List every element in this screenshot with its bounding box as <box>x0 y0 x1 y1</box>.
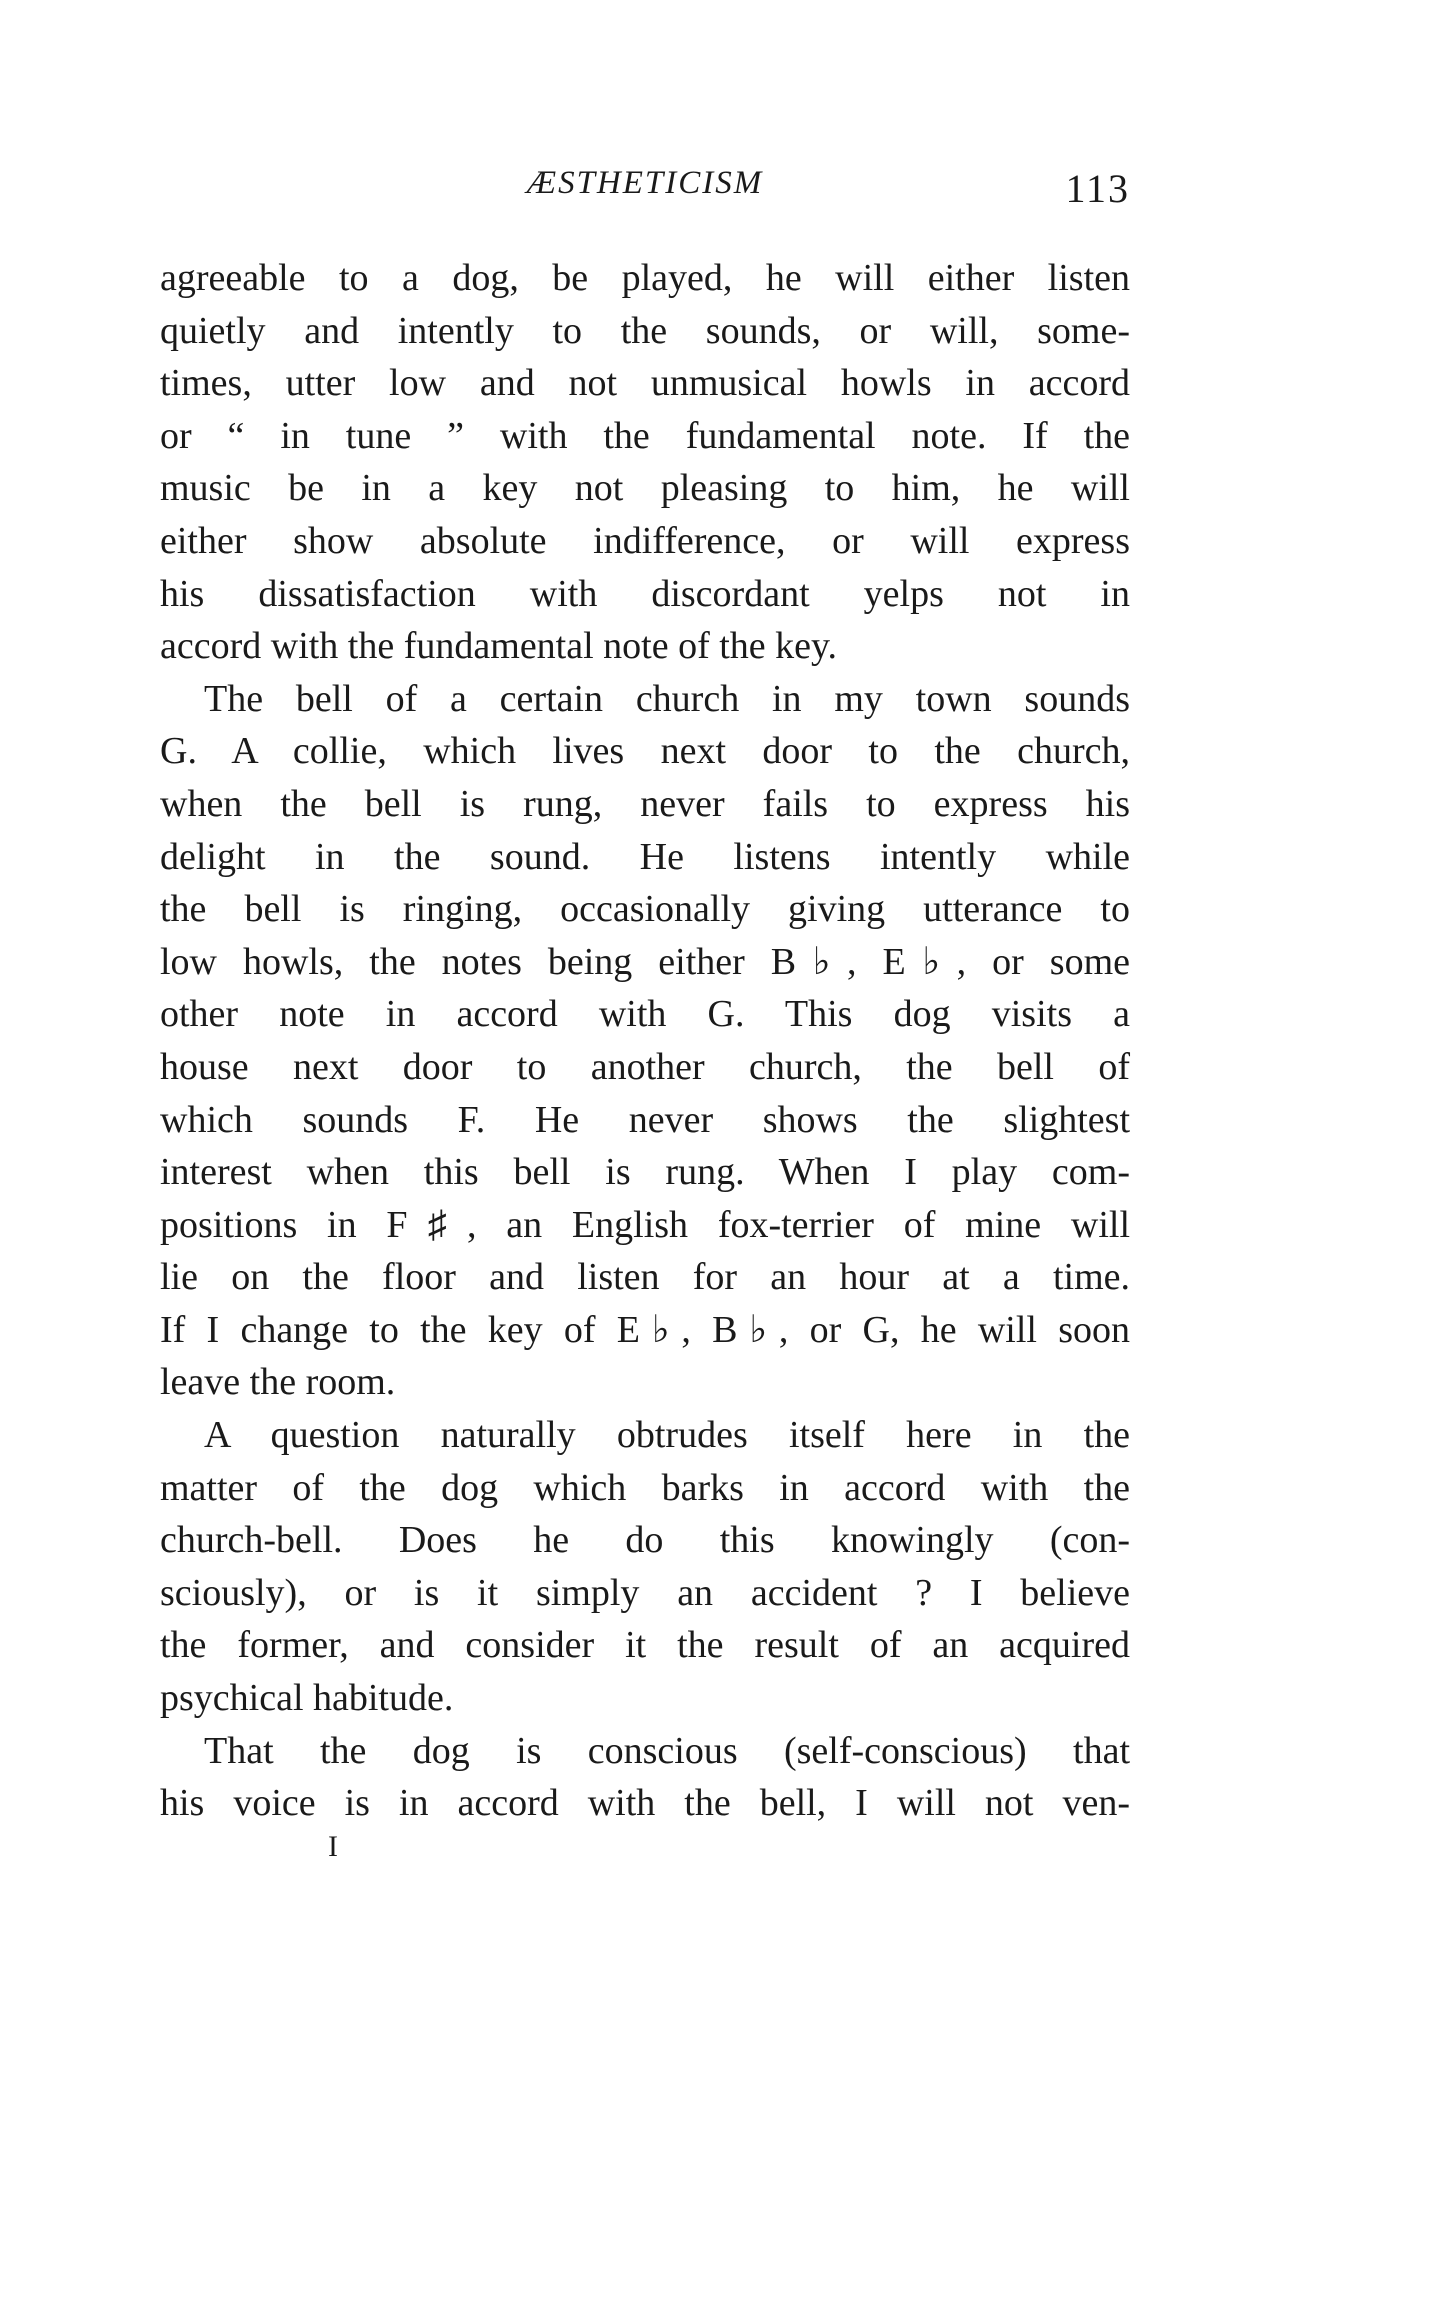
text-line: quietly and intently to the sounds, or will, some- <box>160 309 1130 352</box>
text-line: interest when this bell is rung. When I play com- <box>160 1151 1130 1194</box>
text-line: church-bell. Does he do this knowingly (con- <box>160 1519 1130 1562</box>
running-head-title: ÆSTHETICISM <box>526 165 764 201</box>
running-head <box>160 165 1130 225</box>
text-line: matter of the dog which barks in accord with the <box>160 1466 1130 1509</box>
text-line: low howls, the notes being either B♭, E♭, or some <box>160 940 1130 983</box>
text-line: his dissatisfaction with discordant yelps not in <box>160 572 1130 615</box>
text-line: agreeable to a dog, be played, he will either listen <box>160 257 1130 299</box>
text-line: G. A collie, which lives next door to the church, <box>160 730 1130 773</box>
text-line: which sounds F. He never shows the slightest <box>160 1098 1130 1141</box>
text-line: accord with the fundamental note of the key. <box>160 625 838 668</box>
body-text <box>160 252 1130 1830</box>
page-number: 113 <box>1065 166 1130 211</box>
text-line: or “ in tune ” with the fundamental note. If the <box>160 414 1130 457</box>
text-line: leave the room. <box>160 1361 396 1404</box>
text-line: positions in F♯, an English fox-terrier of mine will <box>160 1203 1130 1246</box>
text-line: other note in accord with G. This dog visits a <box>160 993 1130 1036</box>
text-line: psychical habitude. <box>160 1677 454 1720</box>
text-line: That the dog is conscious (self-conscious) that <box>204 1729 1130 1772</box>
text-line: the former, and consider it the result of an acquired <box>160 1624 1130 1667</box>
text-line: times, utter low and not unmusical howls in accord <box>160 362 1130 405</box>
text-line: either show absolute indifference, or will express <box>160 519 1130 562</box>
text-line: when the bell is rung, never fails to express his <box>160 782 1130 825</box>
signature-mark: I <box>328 1830 339 1863</box>
text-line: sciously), or is it simply an accident ? I believe <box>160 1571 1130 1614</box>
text-line: The bell of a certain church in my town sounds <box>204 677 1130 720</box>
text-line: A question naturally obtrudes itself here in the <box>204 1414 1130 1457</box>
text-line: delight in the sound. He listens intently while <box>160 835 1130 878</box>
text-line: lie on the floor and listen for an hour at a time. <box>160 1256 1130 1299</box>
text-line: his voice is in accord with the bell, I will not ven- <box>160 1782 1130 1825</box>
text-line: the bell is ringing, occasionally giving utterance to <box>160 888 1130 931</box>
text-line: house next door to another church, the bell of <box>160 1045 1130 1088</box>
text-line: music be in a key not pleasing to him, he will <box>160 467 1130 510</box>
text-line: If I change to the key of E♭, B♭, or G, he will soon <box>160 1308 1130 1351</box>
